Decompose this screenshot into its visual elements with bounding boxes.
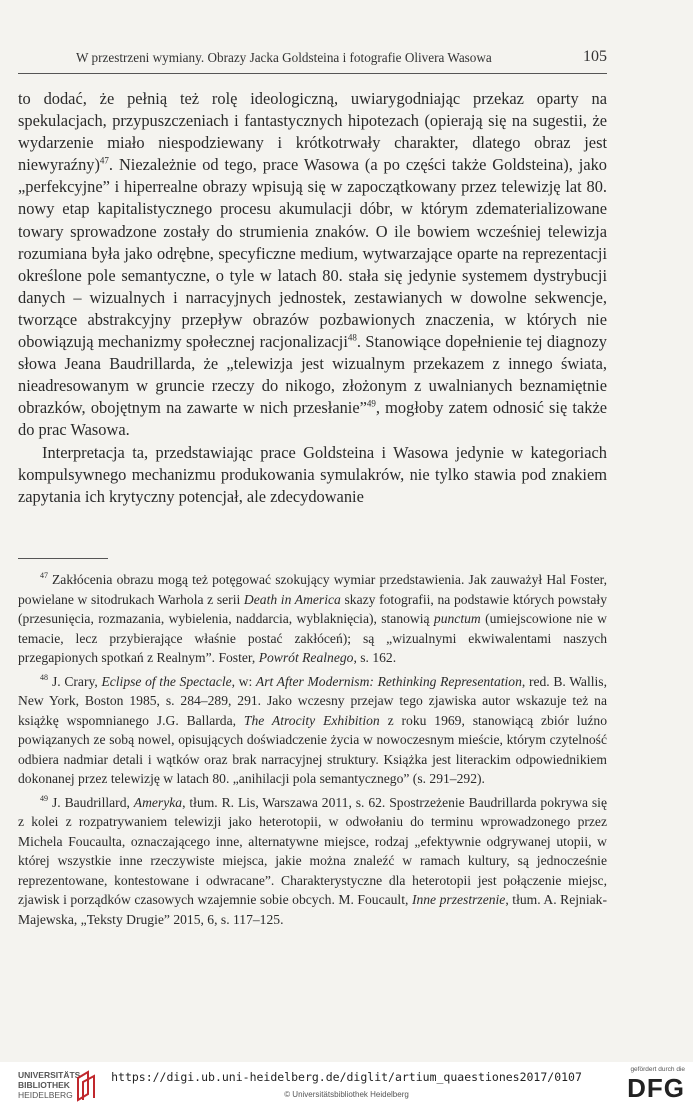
text-run: Zakłócenia obrazu mogą też potęgować szokujący wymiar przedstawienia. Jak zauważył Hal Foster, powielane w sitodrukach Warhola z serii <box>18 572 607 607</box>
text-run: to dodać, że pełnią też rolę ideologiczną, uwiarygodniając przekaz oparty na spekulacjach, przypuszczeniach i fantastycznych hipotezach (opierają się na sugestii, że wydarzenie miało niespodziewany i krótkotrwały charakter, dlatego obraz jest niewyraźny) <box>18 89 607 175</box>
permalink-url[interactable]: https://digi.ub.uni-heidelberg.de/diglit/artium_quaestiones2017/0107 <box>111 1070 582 1084</box>
text-run: . Niezależnie od tego, prace Wasowa (a po części także Goldsteina), jako „perfekcyjne” i hiperrealne obrazy wpisują się w zapoczątkowany przez telewizję lat 80. nowy etap kapitalistycznego procesu akumulacji dóbr, w którym zdematerializowane towary sprowadzone zostały do strumienia znaków. O ile bowiem wcześniej telewizja rozumiana była jako odrębne, specyficzne medium, wytwarzające oparte na reprezentacji określone pole semantyczne, o tyle w latach 80. stała się jedynie systemem dystrybucji danych – wizualnych i narracyjnych jednostek, zestawianych w dowolne sekwencje, tworzące abstrakcyjny przepływ obrazów pozbawionych znaczenia, w których nie obowiązują mechanizmy społecznej racjonalizacji <box>18 155 607 352</box>
italic-title: The Atrocity Exhibition <box>243 712 380 728</box>
library-name-line: UNIVERSITÄTS- <box>18 1070 84 1080</box>
header-rule <box>18 73 607 74</box>
library-name-line: BIBLIOTHEK <box>18 1080 70 1090</box>
footnote-ref[interactable]: 49 <box>366 398 376 409</box>
footnote-number: 48 <box>40 672 48 682</box>
footnote-rule <box>18 558 108 559</box>
paragraph <box>18 88 607 442</box>
text-run: J. Crary, <box>52 673 102 689</box>
italic-term: punctum <box>433 611 481 626</box>
text-run: skazy fotografii, na podstawie których powstały (przesunięcia, rozmazania, wybielenia, naddarcia, wyblaknięcia), stanowią <box>18 591 608 626</box>
text-run: , w: <box>231 673 256 689</box>
italic-title: Death in America <box>243 591 341 607</box>
text-run: z roku 1969, stanowiącą zbiór luźno powiązanych ze sobą nowel, opisujących doświadczenie życia w nowoczesnym mieście, którym czytelność odbiera nadmiar detali i wątków oraz brak narracyjnej struktury. Książka jest literackim odpowiednikiem dokonanej przez telewizję w latach 80. „anihilacji pola semantycznego” (s. 291–292). <box>18 712 608 786</box>
text-run: (umiejscowione nie w temacie, lecz przybierające właśnie postać zakłóceń); są „wizualnymi ekwiwalentami naszych przegapionych spotkań z Realnym”. Foster, <box>18 611 607 665</box>
footnote-number: 49 <box>40 793 48 803</box>
paragraph: Interpretacja ta, przedstawiając prace Goldsteina i Wasowa jedynie w kategoriach kompulsywnego mechanizmu produkowania symulakrów, nie tylko stawia pod znakiem zapytania ich krytyczny potencjał, ale zdecydowanie <box>18 442 607 506</box>
text-run: , red. B. Wallis, New York, Boston 1985, s. 284–289, 291. Jako wczesny przejaw tego zjawiska autor wskazuje też na książkę wspomnianego J.G. Ballarda, <box>18 673 607 728</box>
sponsor-caption: gefördert durch die <box>630 1066 685 1073</box>
text-run: , tłum. R. Lis, Warszawa 2011, s. 62. Spostrzeżenie Baudrillarda pokrywa się z kolei z rozpatrywaniem telewizji jako heterotopii, w odwołaniu do terminu wprowadzonego przez Michela Foucaulta, oznaczającego inne, alternatywne miejsce, rodzaj „efektywnie odgrywanej utopii, w której wszystkie inne rzeczywiste miejsca, jakie można znaleźć w ramach kultury, są jednocześnie reprezentowane, kontestowane i odwracane”. Charakterystyczne dla heterotopii jest połączenie miejsc, zjawisk i porządków czasowych wzajemnie sobie obcych. M. Foucault, <box>18 794 607 907</box>
text-run: . Stanowiące dopełnienie tej diagnozy słowa Jeana Baudrillarda, że „telewizja jest wizualnym przekazem z innego świata, nieadresowanym w gruncie rzeczy do nikogo, złożonym z uwalnianych beznamiętnie obrazków, obojętnym na zawarte w nich przesłanie” <box>18 332 607 418</box>
running-title: W przestrzeni wymiany. Obrazy Jacka Goldsteina i fotografie Olivera Wasowa <box>76 50 492 65</box>
viewer-footer <box>0 1062 693 1114</box>
footnote-number: 47 <box>40 571 48 581</box>
library-name-line: HEIDELBERG <box>18 1090 73 1100</box>
dfg-logo-icon: DFG <box>627 1073 685 1103</box>
footnote-49 <box>18 793 607 930</box>
text-run: J. Baudrillard, <box>52 794 134 810</box>
main-text <box>18 88 607 508</box>
footnotes <box>18 570 607 933</box>
footnote-ref[interactable]: 48 <box>347 332 357 343</box>
footnote-ref[interactable]: 47 <box>99 155 109 166</box>
running-header <box>76 50 607 72</box>
text-run: , mogłoby zatem odnosić się także do prac Wasowa. <box>18 398 607 440</box>
page-number: 105 <box>583 48 607 65</box>
sponsor-logo[interactable] <box>605 1066 685 1110</box>
italic-title: Ameryka <box>133 794 183 810</box>
italic-title: Inne przestrzenie <box>411 892 506 907</box>
italic-title: Eclipse of the Spectacle <box>101 673 232 689</box>
italic-title: Powrót Realnego <box>258 650 354 665</box>
footnote-48 <box>18 672 607 789</box>
italic-title: Art After Modernism: Rethinking Representation <box>255 673 522 689</box>
footnote-47 <box>18 570 607 668</box>
text-run: , tłum. A. Rejniak-Majewska, „Teksty Drugie” 2015, 6, s. 117–125. <box>18 892 607 927</box>
copyright-notice: © Universitätsbibliothek Heidelberg <box>284 1090 409 1099</box>
text-run: , s. 162. <box>353 650 397 665</box>
